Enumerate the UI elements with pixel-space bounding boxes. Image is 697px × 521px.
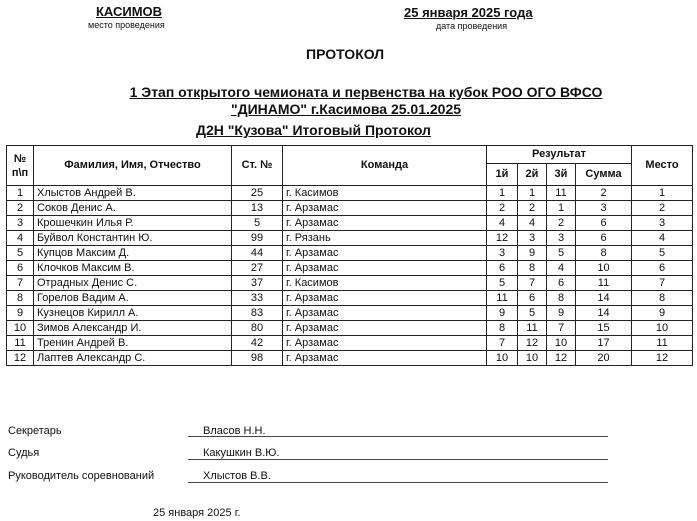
start-number: 42 bbox=[232, 336, 283, 351]
race-3-result: 12 bbox=[547, 351, 576, 366]
athlete-name: Соков Денис А. bbox=[34, 201, 232, 216]
race-3-result: 3 bbox=[547, 231, 576, 246]
table-row bbox=[7, 321, 693, 336]
athlete-name: Купцов Максим Д. bbox=[34, 246, 232, 261]
team-name: г. Арзамас bbox=[283, 321, 487, 336]
race-3-result: 5 bbox=[547, 246, 576, 261]
race-3-result: 11 bbox=[547, 186, 576, 201]
table-row bbox=[7, 261, 693, 276]
table-row bbox=[7, 291, 693, 306]
start-number: 5 bbox=[232, 216, 283, 231]
header-team: Команда bbox=[283, 146, 487, 186]
table-row bbox=[7, 231, 693, 246]
date-caption: дата проведения bbox=[436, 21, 508, 31]
start-number: 99 bbox=[232, 231, 283, 246]
sum-result: 3 bbox=[576, 201, 632, 216]
table-row bbox=[7, 351, 693, 366]
results-body bbox=[7, 186, 693, 366]
athlete-name: Горелов Вадим А. bbox=[34, 291, 232, 306]
sum-result: 14 bbox=[576, 291, 632, 306]
row-number: 1 bbox=[7, 186, 34, 201]
race-3-result: 8 bbox=[547, 291, 576, 306]
event-date: 25 января 2025 года bbox=[404, 5, 533, 20]
team-name: г. Арзамас bbox=[283, 261, 487, 276]
athlete-name: Отрадных Денис С. bbox=[34, 276, 232, 291]
final-place: 1 bbox=[632, 186, 693, 201]
sum-result: 14 bbox=[576, 306, 632, 321]
race-2-result: 3 bbox=[518, 231, 547, 246]
row-number: 9 bbox=[7, 306, 34, 321]
secretary-name: Власов Н.Н. bbox=[203, 425, 266, 437]
race-3-result: 6 bbox=[547, 276, 576, 291]
athlete-name: Хлыстов Андрей В. bbox=[34, 186, 232, 201]
start-number: 98 bbox=[232, 351, 283, 366]
race-2-result: 5 bbox=[518, 306, 547, 321]
event-title-line2: "ДИНАМО" г.Касимова 25.01.2025 bbox=[230, 101, 462, 117]
sum-result: 11 bbox=[576, 276, 632, 291]
start-number: 83 bbox=[232, 306, 283, 321]
team-name: г. Арзамас bbox=[283, 246, 487, 261]
row-number: 2 bbox=[7, 201, 34, 216]
race-1-result: 10 bbox=[487, 351, 518, 366]
sum-result: 15 bbox=[576, 321, 632, 336]
judge-label: Судья bbox=[8, 447, 40, 459]
header-result: Результат bbox=[487, 146, 632, 164]
table-row bbox=[7, 186, 693, 201]
director-label: Руководитель соревнований bbox=[8, 470, 155, 482]
race-2-result: 10 bbox=[518, 351, 547, 366]
sum-result: 6 bbox=[576, 216, 632, 231]
header-race-2: 2й bbox=[518, 164, 547, 186]
table-row bbox=[7, 246, 693, 261]
race-2-result: 1 bbox=[518, 186, 547, 201]
race-3-result: 4 bbox=[547, 261, 576, 276]
start-number: 44 bbox=[232, 246, 283, 261]
race-2-result: 4 bbox=[518, 216, 547, 231]
table-row bbox=[7, 306, 693, 321]
race-2-result: 2 bbox=[518, 201, 547, 216]
start-number: 37 bbox=[232, 276, 283, 291]
header-name: Фамилия, Имя, Отчество bbox=[34, 146, 232, 186]
team-name: г. Арзамас bbox=[283, 306, 487, 321]
row-number: 7 bbox=[7, 276, 34, 291]
race-1-result: 11 bbox=[487, 291, 518, 306]
race-2-result: 6 bbox=[518, 291, 547, 306]
results-table bbox=[6, 145, 693, 366]
sum-result: 2 bbox=[576, 186, 632, 201]
race-1-result: 5 bbox=[487, 276, 518, 291]
team-name: г. Рязань bbox=[283, 231, 487, 246]
table-row bbox=[7, 276, 693, 291]
row-number: 12 bbox=[7, 351, 34, 366]
athlete-name: Зимов Александр И. bbox=[34, 321, 232, 336]
footer-date: 25 января 2025 г. bbox=[153, 507, 241, 519]
final-place: 12 bbox=[632, 351, 693, 366]
race-3-result: 1 bbox=[547, 201, 576, 216]
table-row bbox=[7, 336, 693, 351]
final-place: 6 bbox=[632, 261, 693, 276]
table-row bbox=[7, 216, 693, 231]
athlete-name: Крошечкин Илья Р. bbox=[34, 216, 232, 231]
secretary-label: Секретарь bbox=[8, 425, 62, 437]
header-race-3: 3й bbox=[547, 164, 576, 186]
team-name: г. Касимов bbox=[283, 186, 487, 201]
race-1-result: 8 bbox=[487, 321, 518, 336]
document-title: ПРОТОКОЛ bbox=[306, 46, 385, 62]
start-number: 13 bbox=[232, 201, 283, 216]
race-2-result: 11 bbox=[518, 321, 547, 336]
judge-signature-line bbox=[188, 459, 608, 460]
final-place: 8 bbox=[632, 291, 693, 306]
team-name: г. Арзамас bbox=[283, 291, 487, 306]
race-1-result: 6 bbox=[487, 261, 518, 276]
race-1-result: 7 bbox=[487, 336, 518, 351]
final-place: 4 bbox=[632, 231, 693, 246]
team-name: г. Арзамас bbox=[283, 201, 487, 216]
judge-name: Какушкин В.Ю. bbox=[203, 447, 280, 459]
athlete-name: Тренин Андрей В. bbox=[34, 336, 232, 351]
race-2-result: 8 bbox=[518, 261, 547, 276]
event-title-line3: Д2Н "Кузова" Итоговый Протокол bbox=[196, 122, 431, 138]
athlete-name: Буйвол Константин Ю. bbox=[34, 231, 232, 246]
start-number: 80 bbox=[232, 321, 283, 336]
row-number: 10 bbox=[7, 321, 34, 336]
row-number: 4 bbox=[7, 231, 34, 246]
start-number: 27 bbox=[232, 261, 283, 276]
team-name: г. Арзамас bbox=[283, 336, 487, 351]
race-2-result: 9 bbox=[518, 246, 547, 261]
venue-caption: место проведения bbox=[88, 20, 165, 30]
race-1-result: 1 bbox=[487, 186, 518, 201]
final-place: 3 bbox=[632, 216, 693, 231]
athlete-name: Лаптев Александр С. bbox=[34, 351, 232, 366]
venue-city: КАСИМОВ bbox=[96, 4, 163, 19]
row-number: 5 bbox=[7, 246, 34, 261]
final-place: 11 bbox=[632, 336, 693, 351]
start-number: 25 bbox=[232, 186, 283, 201]
sum-result: 10 bbox=[576, 261, 632, 276]
table-row bbox=[7, 201, 693, 216]
event-title-line1: 1 Этап открытого чемионата и первенства на кубок РОО ОГО ВФСО bbox=[129, 84, 603, 100]
team-name: г. Арзамас bbox=[283, 351, 487, 366]
race-3-result: 7 bbox=[547, 321, 576, 336]
sum-result: 17 bbox=[576, 336, 632, 351]
final-place: 5 bbox=[632, 246, 693, 261]
row-number: 8 bbox=[7, 291, 34, 306]
header-sum: Сумма bbox=[576, 164, 632, 186]
race-3-result: 10 bbox=[547, 336, 576, 351]
final-place: 7 bbox=[632, 276, 693, 291]
race-1-result: 9 bbox=[487, 306, 518, 321]
row-number: 11 bbox=[7, 336, 34, 351]
header-race-1: 1й bbox=[487, 164, 518, 186]
race-2-result: 7 bbox=[518, 276, 547, 291]
race-3-result: 9 bbox=[547, 306, 576, 321]
race-3-result: 2 bbox=[547, 216, 576, 231]
athlete-name: Кузнецов Кирилл А. bbox=[34, 306, 232, 321]
header-place: Место bbox=[632, 146, 693, 186]
team-name: г. Касимов bbox=[283, 276, 487, 291]
athlete-name: Клочков Максим В. bbox=[34, 261, 232, 276]
race-1-result: 12 bbox=[487, 231, 518, 246]
sum-result: 8 bbox=[576, 246, 632, 261]
start-number: 33 bbox=[232, 291, 283, 306]
header-num: № п\п bbox=[7, 146, 34, 186]
header-start-number: Ст. № bbox=[232, 146, 283, 186]
final-place: 10 bbox=[632, 321, 693, 336]
race-1-result: 3 bbox=[487, 246, 518, 261]
race-1-result: 2 bbox=[487, 201, 518, 216]
final-place: 9 bbox=[632, 306, 693, 321]
director-name: Хлыстов В.В. bbox=[203, 470, 271, 482]
team-name: г. Арзамас bbox=[283, 216, 487, 231]
row-number: 3 bbox=[7, 216, 34, 231]
race-2-result: 12 bbox=[518, 336, 547, 351]
director-signature-line bbox=[188, 482, 608, 483]
sum-result: 6 bbox=[576, 231, 632, 246]
final-place: 2 bbox=[632, 201, 693, 216]
race-1-result: 4 bbox=[487, 216, 518, 231]
row-number: 6 bbox=[7, 261, 34, 276]
sum-result: 20 bbox=[576, 351, 632, 366]
